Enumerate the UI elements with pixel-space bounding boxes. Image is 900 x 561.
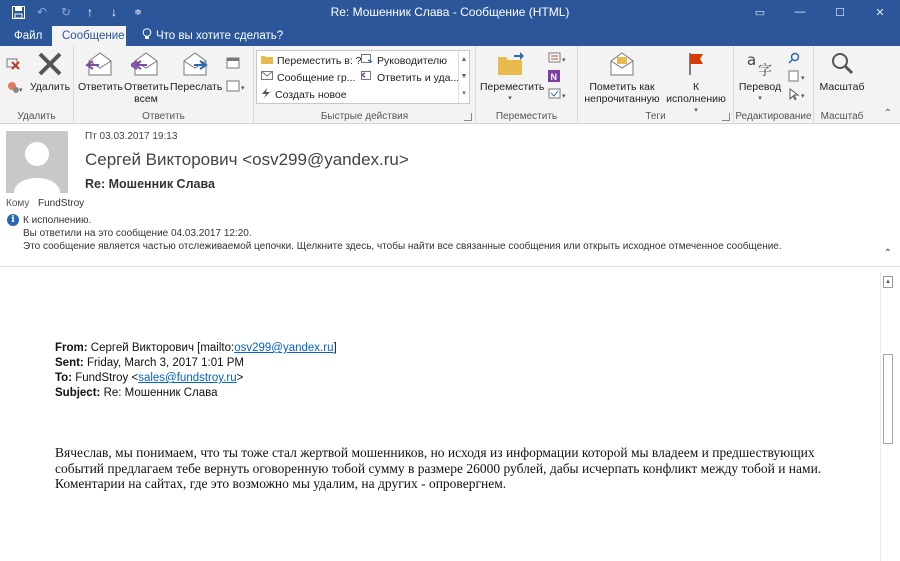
vertical-scrollbar[interactable] (880, 272, 894, 561)
close-button[interactable]: ✕ (875, 6, 885, 19)
mark-unread-icon (605, 49, 639, 79)
sender[interactable]: Сергей Викторович <osv299@yandex.ru> (85, 150, 409, 169)
zoom-button[interactable] (816, 49, 868, 93)
delete-x-icon (33, 49, 67, 79)
quoted-to (55, 372, 243, 384)
message-header (0, 125, 900, 267)
to-email-link[interactable]: sales@fundstroy.ru (138, 372, 237, 384)
svg-text:a: a (747, 51, 757, 69)
arrow-down-icon[interactable]: ↓ (111, 5, 117, 19)
mail-icon (261, 71, 273, 84)
reply-icon (83, 49, 117, 79)
zoom-group (814, 46, 870, 124)
to-recipient[interactable]: FundStroy (38, 198, 85, 209)
scroll-down-icon[interactable]: ▼ (460, 73, 468, 80)
quoted-sent (55, 357, 244, 369)
quick-steps-scrollbar[interactable] (458, 51, 469, 103)
flag-icon (679, 49, 713, 79)
window-controls (740, 0, 900, 24)
scrollbar-thumb[interactable] (883, 354, 893, 444)
reply-all-button[interactable] (124, 49, 168, 105)
dropdown-caret-icon: ▾ (508, 95, 512, 102)
svg-text:N: N (550, 72, 557, 82)
folder-icon (261, 54, 273, 67)
move-label: Переместить (480, 81, 545, 93)
tags-group (578, 46, 734, 124)
from-label: From: (55, 342, 88, 354)
tab-file[interactable]: Файл (14, 30, 43, 42)
svg-text:▾: ▾ (241, 85, 245, 92)
dropdown-caret-icon: ▾ (758, 95, 762, 102)
avatar[interactable] (6, 131, 68, 193)
move-button[interactable] (480, 49, 545, 105)
translate-icon (743, 49, 777, 79)
quick-step-label: Руководителю (377, 54, 448, 67)
quoted-subject (55, 387, 218, 399)
tags-group-label: Теги (645, 111, 666, 122)
info-icon: i (7, 214, 19, 226)
junk-icon[interactable] (6, 80, 24, 97)
svg-text:▾: ▾ (562, 57, 566, 64)
delete-group-label: Удалить (17, 111, 56, 122)
sent-date: Пт 03.03.2017 19:13 (85, 131, 178, 142)
scroll-up-icon[interactable]: ▲ (460, 56, 468, 63)
tab-message[interactable]: Сообщение (52, 26, 126, 46)
message-subject: Re: Мошенник Слава (85, 177, 215, 191)
scroll-up-arrow-icon[interactable]: ▲ (883, 276, 893, 288)
quick-step-team-email[interactable] (261, 71, 355, 84)
from-value: Сергей Викторович [mailto: (87, 342, 235, 354)
to-label: Кому (6, 198, 30, 209)
magnifier-icon (825, 49, 859, 79)
respond-group (74, 46, 254, 124)
ignore-icon[interactable] (6, 56, 20, 73)
reply-all-label-1: Ответить (124, 81, 169, 93)
sent-label: Sent: (55, 357, 84, 369)
quick-step-label: Создать новое (275, 88, 347, 101)
title-bar (0, 0, 900, 24)
translate-label: Перевод (738, 81, 782, 93)
delete-label: Удалить (29, 81, 71, 93)
meeting-reply-icon[interactable] (226, 56, 240, 73)
respond-group-label: Ответить (142, 111, 185, 122)
quick-step-label: Сообщение гр... (277, 71, 356, 84)
onenote-icon[interactable] (548, 70, 560, 85)
lightning-icon (261, 88, 271, 101)
related-icon[interactable] (788, 70, 808, 85)
quick-steps-group-label: Быстрые действия (320, 111, 409, 122)
forward-button[interactable] (170, 49, 223, 93)
collapse-header-icon[interactable]: ⌃ (883, 248, 892, 259)
info-replied[interactable]: Вы ответили на это сообщение 04.03.2017 12:20. (23, 228, 252, 239)
svg-text:▾: ▾ (562, 93, 566, 100)
quick-step-move-to[interactable] (261, 54, 362, 67)
from-email-link[interactable]: osv299@yandex.ru (234, 342, 334, 354)
to-value: FundStroy < (72, 372, 139, 384)
quick-step-label: Ответить и уда... (377, 71, 460, 84)
svg-text:▾: ▾ (801, 75, 805, 82)
find-icon[interactable] (788, 52, 800, 67)
undo-icon[interactable]: ↶ (36, 5, 48, 19)
svg-text:▾: ▾ (19, 87, 23, 94)
sent-value: Friday, March 3, 2017 1:01 PM (83, 357, 244, 369)
reply-delete-icon (361, 71, 373, 84)
collapse-ribbon-icon[interactable]: ⌃ (883, 108, 892, 119)
mark-unread-label-1: Пометить как (589, 81, 655, 93)
more-icon[interactable]: ▾ (462, 90, 466, 97)
message-body (0, 268, 880, 561)
quick-step-reply-delete[interactable] (361, 71, 459, 84)
reply-label: Ответить (78, 81, 123, 93)
dropdown-caret-icon: ▾ (694, 107, 698, 114)
ribbon (0, 46, 900, 124)
select-icon[interactable] (788, 88, 808, 103)
from-close: ] (333, 342, 337, 354)
zoom-group-label: Масштаб (820, 111, 864, 122)
editing-group (734, 46, 814, 124)
forward-label: Переслать (170, 81, 223, 93)
to-label: To: (55, 372, 73, 384)
tell-me-label: Что вы хотите сделать? (156, 29, 284, 42)
reply-all-label-2: всем (134, 93, 158, 105)
info-follow-up[interactable]: К исполнению. (23, 215, 92, 226)
window-title: Re: Мошенник Слава - Сообщение (HTML) (330, 5, 570, 19)
quick-step-to-manager[interactable] (361, 54, 447, 67)
quoted-from (55, 342, 337, 354)
move-folder-icon (493, 49, 527, 79)
svg-text:▾: ▾ (801, 93, 805, 100)
minimize-button[interactable]: — (794, 6, 806, 18)
delete-button[interactable] (28, 49, 72, 93)
to-close: > (236, 372, 244, 384)
forward-icon (178, 49, 212, 79)
follow-up-button[interactable] (662, 49, 730, 117)
ribbon-display-options-icon[interactable]: ▭ (754, 6, 766, 19)
follow-up-label: К исполнению (666, 81, 726, 105)
zoom-label: Масштаб (819, 81, 865, 93)
svg-text:字: 字 (758, 63, 772, 77)
maximize-button[interactable]: ☐ (835, 6, 845, 19)
tell-me-box[interactable] (142, 28, 283, 43)
customize-qat-icon[interactable]: ≑ (134, 6, 142, 17)
move-group-label: Переместить (495, 111, 558, 122)
editing-group-label: Редактирование (735, 111, 812, 122)
quick-steps-gallery (256, 50, 470, 104)
translate-button[interactable] (736, 49, 784, 105)
actions-icon[interactable] (548, 88, 568, 103)
delete-group (0, 46, 74, 124)
move-group (476, 46, 578, 124)
message-text: Вячеслав, мы понимаем, что ты тоже стал жертвой мошенников, но исходя из информации которой мы владеем и предшествующих событий предлагаем тебе вернуть оговоренную тобой сумму в размере 26000 рублей, дабы исчерпать конфликт между тобой и нами. Коментарии на сайтах, где это возможно мы удалим, на других - опровергнем. (55, 445, 822, 491)
mark-unread-button[interactable] (582, 49, 662, 105)
reply-all-icon (129, 49, 163, 79)
redo-icon[interactable]: ↻ (60, 5, 72, 19)
arrow-up-icon[interactable]: ↑ (87, 5, 93, 19)
rules-icon[interactable] (548, 52, 568, 67)
lightbulb-icon (142, 28, 152, 43)
subject-label: Subject: (55, 387, 101, 399)
ribbon-tabs (0, 24, 900, 46)
quick-step-create-new[interactable] (261, 88, 347, 101)
mark-unread-label-2: непрочитанную (584, 93, 660, 105)
reply-button[interactable] (78, 49, 122, 93)
info-thread[interactable]: Это сообщение является частью отслеживаемой цепочки. Щелкните здесь, чтобы найти все связанные сообщения или открыть исходное отмеченное сообщение. (23, 241, 782, 252)
quick-step-label: Переместить в: ? (277, 54, 362, 67)
more-respond-icon[interactable] (226, 80, 248, 97)
subject-value: Re: Мошенник Слава (100, 387, 218, 399)
forward-to-icon (361, 54, 373, 67)
person-icon (6, 131, 68, 193)
